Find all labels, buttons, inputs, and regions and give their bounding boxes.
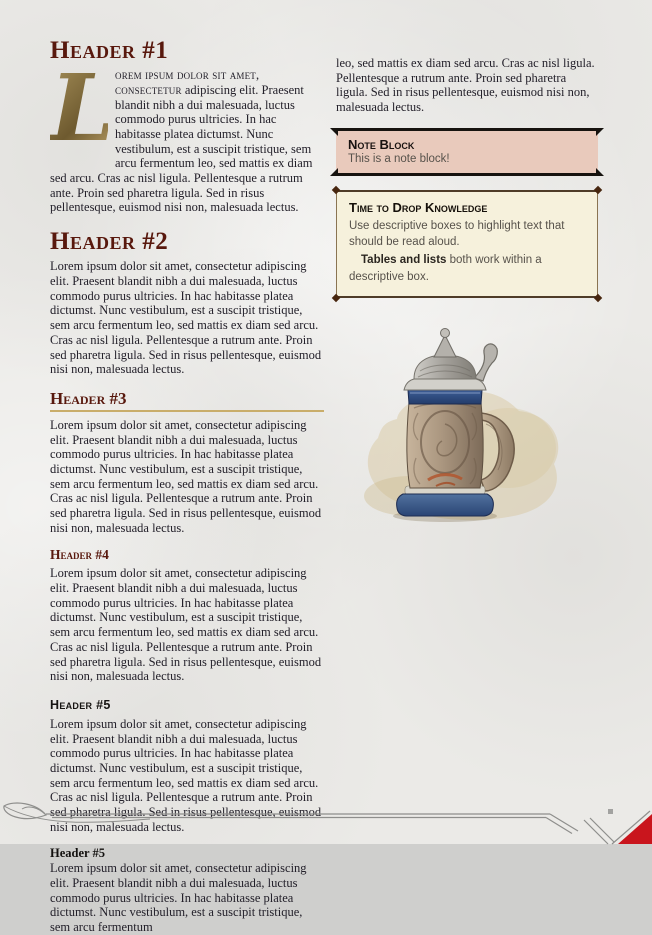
note-block-title: Note Block bbox=[348, 136, 415, 152]
header-5: Header #5 bbox=[50, 697, 111, 712]
header-2: Header #2 bbox=[50, 228, 169, 256]
header-5-bold: Header #5 bbox=[50, 846, 105, 861]
note-block bbox=[336, 128, 598, 176]
note-block-body: This is a note block! bbox=[348, 152, 450, 165]
right-column bbox=[336, 56, 598, 526]
header-3: Header #3 bbox=[50, 389, 324, 412]
diamond-corner-icon bbox=[332, 294, 340, 302]
header-1: Header #1 bbox=[50, 37, 169, 64]
diamond-corner-icon bbox=[594, 294, 602, 302]
paragraph-with-dropcap bbox=[50, 54, 324, 215]
descriptive-box-line2-rest: both work within a descriptive box. bbox=[349, 254, 542, 283]
lead-smallcaps-text: orem ipsum dolor sit amet, consectetur bbox=[115, 68, 260, 97]
diamond-corner-icon bbox=[332, 186, 340, 194]
footer-flourish-svg bbox=[0, 800, 652, 844]
paragraph: Lorem ipsum dolor sit amet, consectetur adipiscing elit. Praesent blandit nibh a dui malesuada, luctus commodo purus ultricies. In hac habitasse platea dictumst. Nunc vestibulum, est a suscipit tristique, sem arcu fermentum leo, sed mattis ex diam sed arcu. Cras ac nisl ligula. Pellentesque a rutrum ante. Proin sed pharetra ligula. Sed in risus pellentesque, euismod nisi non, malesuada lectus. bbox=[50, 566, 322, 684]
continued-paragraph: leo, sed mattis ex diam sed arcu. Cras ac nisl ligula. Pellentesque a rutrum ante. Proin sed pharetra ligula. Sed in risus pellentesque, euismod nisi non, malesuada lectus. bbox=[336, 56, 595, 115]
note-corner-icon bbox=[330, 128, 338, 136]
stein-illustration bbox=[348, 318, 580, 526]
page-footer-ornament bbox=[0, 800, 652, 844]
note-corner-icon bbox=[596, 128, 604, 136]
paragraph-truncated: Lorem ipsum dolor sit amet, consectetur adipiscing elit. Praesent blandit nibh a dui malesuada, luctus commodo purus ultricies. In hac habitasse platea dictumst. Nunc vestibulum, est a suscipit tristique, sem arcu fermentum bbox=[50, 861, 307, 935]
descriptive-box-bold-lead: Tables and lists bbox=[361, 254, 447, 267]
descriptive-box-line2 bbox=[349, 252, 585, 285]
header-4: Header #4 bbox=[50, 547, 109, 563]
paragraph: Lorem ipsum dolor sit amet, consectetur adipiscing elit. Praesent blandit nibh a dui malesuada, luctus commodo purus ultricies. In hac habitasse platea dictumst. Nunc vestibulum, est a suscipit tristique, sem arcu fermentum leo, sed mattis ex diam sed arcu. Cras ac nisl ligula. Pellentesque a rutrum ante. Proin sed pharetra ligula. Sed in risus pellentesque, euismod nisi non, malesuada lectus. bbox=[50, 716, 322, 834]
descriptive-box-line1: Use descriptive boxes to highlight text that should be read aloud. bbox=[349, 219, 565, 249]
paragraph: Lorem ipsum dolor sit amet, consectetur adipiscing elit. Praesent blandit nibh a dui malesuada, luctus commodo purus ultricies. In hac habitasse platea dictumst. Nunc vestibulum, est a suscipit tristique, sem arcu fermentum leo, sed mattis ex diam sed arcu. Cras ac nisl ligula. Pellentesque a rutrum ante. Proin sed pharetra ligula. Sed in risus pellentesque, euismod nisi non, malesuada lectus. bbox=[50, 417, 322, 535]
stein-svg bbox=[348, 318, 580, 526]
paragraph: Lorem ipsum dolor sit amet, consectetur adipiscing elit. Praesent blandit nibh a dui malesuada, luctus commodo purus ultricies. In hac habitasse platea dictumst. Nunc vestibulum, est a suscipit tristique, sem arcu fermentum leo, sed mattis ex diam sed arcu. Cras ac nisl ligula. Pellentesque a rutrum ante. Proin sed pharetra ligula. Sed in risus pellentesque, euismod nisi non, malesuada lectus. bbox=[50, 259, 322, 377]
diamond-corner-icon bbox=[594, 186, 602, 194]
drop-cap-letter: L bbox=[50, 54, 115, 163]
descriptive-box-title: Time to Drop Knowledge bbox=[349, 199, 488, 215]
note-corner-icon bbox=[330, 168, 338, 176]
paragraph-text: adipiscing elit. Praesent blandit nibh a dui malesuada, luctus commodo purus ultricies. In hac habitasse platea dictumst. Nunc vestibulum, est a suscipit tristique, sem arcu fermentum leo, sed mattis ex diam sed arcu. Cras ac nisl ligula. Pellentesque a rutrum ante. Proin sed pharetra ligula. Sed in risus pellentesque, euismod nisi non, malesuada lectus. bbox=[50, 82, 313, 215]
descriptive-box bbox=[336, 190, 598, 298]
note-corner-icon bbox=[596, 168, 604, 176]
